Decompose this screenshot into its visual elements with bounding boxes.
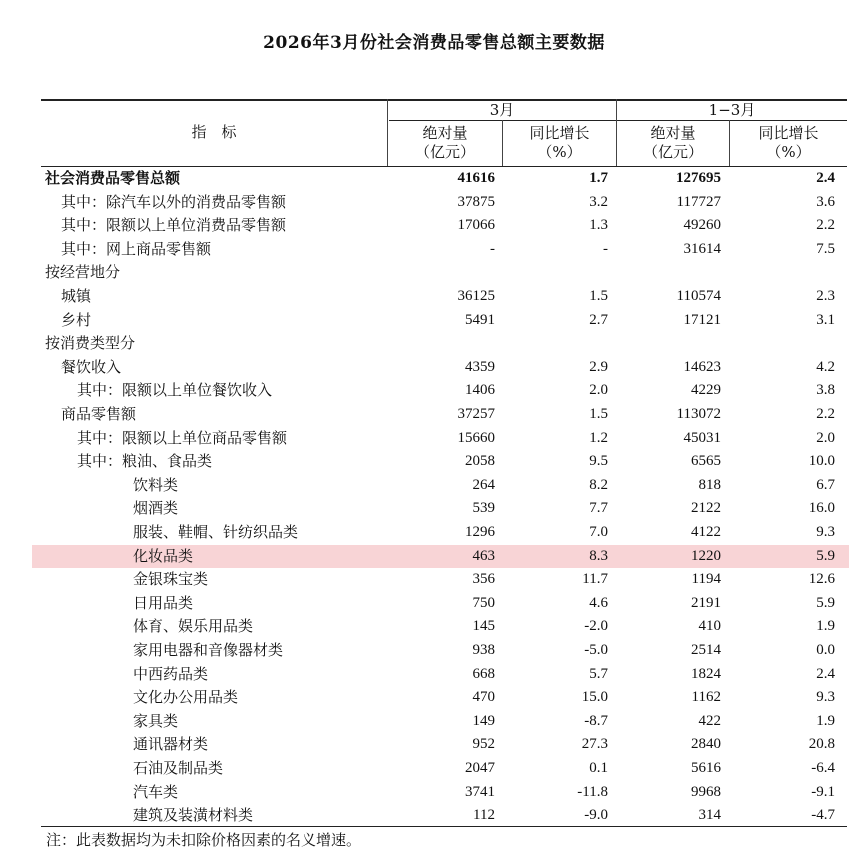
q1-yoy-cell: 9.3 xyxy=(816,524,835,540)
march-absolute-cell: 149 xyxy=(472,712,495,729)
table-row xyxy=(41,757,847,781)
q1-yoy-cell: 2.2 xyxy=(816,406,835,422)
table-row xyxy=(41,191,847,215)
row-label: 日用品类 xyxy=(133,593,194,612)
table-row xyxy=(41,474,847,498)
page-title: 2026年3月份社会消费品零售总额主要数据 xyxy=(263,33,605,53)
q1-yoy-cell: 3.6 xyxy=(816,193,835,210)
march-yoy-cell: 8.2 xyxy=(589,476,608,493)
q1-absolute-cell: 2514 xyxy=(691,642,721,658)
q1-absolute-cell: 31614 xyxy=(683,240,721,257)
q1-absolute-cell: 1194 xyxy=(691,571,721,588)
table-row xyxy=(41,733,847,757)
march-yoy-cell: 7.0 xyxy=(589,524,608,540)
table-row-highlighted xyxy=(32,545,849,569)
row-label: 服装、鞋帽、针纺织品类 xyxy=(133,523,299,541)
table-row xyxy=(41,238,847,262)
header-indicator: 指 标 xyxy=(191,123,237,141)
row-label: 其中：限额以上单位消费品零售额 xyxy=(61,216,287,235)
table-row xyxy=(41,167,847,191)
march-absolute-cell: 5491 xyxy=(465,311,495,328)
q1-yoy-cell: 1.9 xyxy=(816,712,835,729)
q1-yoy-cell: 7.5 xyxy=(816,240,835,257)
q1-yoy-cell: 1.9 xyxy=(816,618,835,635)
march-absolute-cell: 37257 xyxy=(457,406,495,422)
row-label: 社会消费品零售总额 xyxy=(45,169,181,187)
march-yoy-cell: 2.9 xyxy=(589,358,608,375)
row-label: 商品零售额 xyxy=(61,405,137,423)
table-row xyxy=(41,332,847,356)
q1-yoy-cell: 3.8 xyxy=(816,382,835,399)
march-yoy-cell: -8.7 xyxy=(584,712,608,729)
march-yoy-cell: 27.3 xyxy=(581,736,608,753)
q1-absolute-cell: 818 xyxy=(698,476,721,493)
header-abs-label: 绝对量 （亿元） xyxy=(642,124,703,161)
row-label: 饮料类 xyxy=(133,475,179,494)
table-row xyxy=(41,214,847,238)
table-row xyxy=(41,379,847,403)
table-row xyxy=(41,450,847,474)
q1-yoy-cell: 5.9 xyxy=(816,594,835,611)
q1-absolute-cell: 49260 xyxy=(683,217,721,234)
table-row xyxy=(41,592,847,616)
table-row xyxy=(41,615,847,639)
footnote: 注：此表数据均为未扣除价格因素的名义增速。 xyxy=(46,831,362,849)
march-yoy-cell: 1.7 xyxy=(589,170,608,186)
march-absolute-cell: 2047 xyxy=(465,760,495,776)
q1-yoy-cell: 3.1 xyxy=(816,311,835,328)
q1-yoy-cell: 12.6 xyxy=(808,571,835,588)
q1-absolute-cell: 1824 xyxy=(691,665,721,682)
period-divider-rule xyxy=(389,120,847,121)
row-label: 家用电器和音像器材类 xyxy=(133,641,284,659)
row-label: 家具类 xyxy=(133,711,179,730)
row-label: 其中：粮油、食品类 xyxy=(77,452,213,471)
table-row xyxy=(41,686,847,710)
row-label: 通讯器材类 xyxy=(133,735,209,754)
q1-yoy-cell: 6.7 xyxy=(816,476,835,493)
march-absolute-cell: 4359 xyxy=(465,358,495,375)
march-yoy-cell: 1.2 xyxy=(589,429,608,446)
q1-absolute-cell: 127695 xyxy=(676,170,721,186)
q1-yoy-cell: 10.0 xyxy=(808,453,835,470)
table-row xyxy=(41,427,847,451)
march-absolute-cell xyxy=(389,332,495,356)
q1-yoy-cell: 2.0 xyxy=(816,429,835,446)
row-label: 建筑及装潢材料类 xyxy=(133,806,254,825)
row-label: 按消费类型分 xyxy=(45,334,136,353)
march-yoy-cell: 0.1 xyxy=(589,760,608,776)
q1-absolute-cell: 410 xyxy=(698,618,721,635)
march-absolute-cell xyxy=(389,261,495,285)
q1-absolute-cell: 6565 xyxy=(691,453,721,470)
march-yoy-cell: -11.8 xyxy=(577,783,608,800)
march-yoy-cell: 2.7 xyxy=(589,311,608,328)
table-row xyxy=(41,521,847,545)
q1-absolute-cell: 2840 xyxy=(691,736,721,753)
q1-absolute-cell: 2191 xyxy=(691,594,721,611)
march-yoy-cell: 11.7 xyxy=(582,571,608,588)
q1-yoy-cell: 5.9 xyxy=(816,547,835,564)
header-period-q1: 1−3月 xyxy=(708,101,756,119)
row-label: 中西药品类 xyxy=(133,664,209,683)
march-yoy-cell: 9.5 xyxy=(589,453,608,470)
march-absolute-cell: 1296 xyxy=(465,524,495,540)
row-label: 石油及制品类 xyxy=(133,759,224,777)
table-row xyxy=(41,285,847,309)
row-label: 餐饮收入 xyxy=(61,357,122,376)
table-bottom-rule xyxy=(41,826,847,827)
row-label: 烟酒类 xyxy=(133,499,179,518)
row-label: 金银珠宝类 xyxy=(133,570,209,589)
march-absolute-cell: 539 xyxy=(472,500,495,517)
row-label: 其中：限额以上单位商品零售额 xyxy=(77,428,288,447)
table-row xyxy=(41,710,847,734)
march-absolute-cell: 750 xyxy=(472,594,495,611)
q1-absolute-cell: 314 xyxy=(698,807,721,824)
march-yoy-cell: 2.0 xyxy=(589,382,608,399)
march-yoy-cell xyxy=(505,261,608,285)
march-yoy-cell xyxy=(505,332,608,356)
march-absolute-cell: 1406 xyxy=(465,382,495,399)
table-row xyxy=(41,261,847,285)
march-absolute-cell: 112 xyxy=(473,807,495,824)
march-absolute-cell: 668 xyxy=(472,665,495,682)
march-yoy-cell: 1.3 xyxy=(589,217,608,234)
row-label: 其中：限额以上单位餐饮收入 xyxy=(77,381,273,400)
q1-yoy-cell: -4.7 xyxy=(811,807,835,824)
table-row xyxy=(41,639,847,663)
q1-yoy-cell: -9.1 xyxy=(811,783,835,800)
march-yoy-cell: 7.7 xyxy=(589,500,608,517)
q1-absolute-cell xyxy=(617,261,721,285)
march-absolute-cell: 356 xyxy=(472,571,495,588)
march-absolute-cell: - xyxy=(490,240,495,257)
march-yoy-cell: -5.0 xyxy=(584,642,608,658)
row-label: 化妆品类 xyxy=(133,546,194,565)
table-row xyxy=(41,781,847,805)
march-yoy-cell: 5.7 xyxy=(589,665,608,682)
row-label: 汽车类 xyxy=(133,782,179,801)
march-yoy-cell: 15.0 xyxy=(581,689,608,706)
q1-yoy-cell: 20.8 xyxy=(808,736,835,753)
q1-absolute-cell: 9968 xyxy=(691,783,721,800)
row-label: 其中：网上商品零售额 xyxy=(61,239,212,258)
march-absolute-cell: 15660 xyxy=(457,429,495,446)
table-row xyxy=(41,309,847,333)
header-period-march: 3月 xyxy=(489,101,515,119)
march-yoy-cell: 1.5 xyxy=(589,406,608,422)
q1-absolute-cell: 110574 xyxy=(676,288,721,304)
row-label: 按经营地分 xyxy=(45,263,121,282)
header-abs-label: 绝对量 （亿元） xyxy=(414,124,475,161)
march-absolute-cell: 37875 xyxy=(457,193,495,210)
table-row xyxy=(41,356,847,380)
row-label: 乡村 xyxy=(61,310,92,329)
march-absolute-cell: 17066 xyxy=(457,217,495,234)
row-label: 城镇 xyxy=(61,287,92,305)
march-yoy-cell: 1.5 xyxy=(589,288,608,304)
table-row xyxy=(41,568,847,592)
q1-yoy-cell: 4.2 xyxy=(816,358,835,375)
q1-yoy-cell: 9.3 xyxy=(816,689,835,706)
q1-absolute-cell: 113072 xyxy=(676,406,721,422)
q1-absolute-cell: 1162 xyxy=(691,689,721,706)
q1-absolute-cell xyxy=(617,332,721,356)
q1-yoy-cell: 2.3 xyxy=(816,288,835,304)
march-absolute-cell: 145 xyxy=(472,618,495,635)
march-absolute-cell: 463 xyxy=(472,547,495,564)
march-absolute-cell: 3741 xyxy=(465,783,495,800)
march-absolute-cell: 264 xyxy=(472,476,495,493)
march-absolute-cell: 41616 xyxy=(457,170,495,186)
march-yoy-cell: 8.3 xyxy=(589,547,608,564)
q1-absolute-cell: 4122 xyxy=(691,524,721,540)
q1-yoy-cell: 16.0 xyxy=(808,500,835,517)
q1-absolute-cell: 17121 xyxy=(683,311,721,328)
q1-yoy-cell xyxy=(734,261,835,285)
q1-absolute-cell: 5616 xyxy=(691,760,721,776)
march-absolute-cell: 2058 xyxy=(465,453,495,470)
q1-absolute-cell: 1220 xyxy=(691,547,721,564)
march-yoy-cell: 3.2 xyxy=(589,193,608,210)
q1-absolute-cell: 45031 xyxy=(683,429,721,446)
table-row xyxy=(41,804,847,828)
march-yoy-cell: -2.0 xyxy=(584,618,608,635)
q1-absolute-cell: 117727 xyxy=(676,193,721,210)
q1-yoy-cell xyxy=(734,332,835,356)
march-yoy-cell: - xyxy=(603,240,608,257)
march-absolute-cell: 470 xyxy=(472,689,495,706)
march-yoy-cell: 4.6 xyxy=(589,594,608,611)
march-absolute-cell: 938 xyxy=(472,642,495,658)
q1-absolute-cell: 14623 xyxy=(683,358,721,375)
table-row xyxy=(41,497,847,521)
table-row xyxy=(41,403,847,427)
q1-yoy-cell: 2.4 xyxy=(816,170,835,186)
header-yoy-label: 同比增长 （%） xyxy=(758,124,819,161)
q1-absolute-cell: 422 xyxy=(698,712,721,729)
march-absolute-cell: 36125 xyxy=(457,288,495,304)
row-label: 体育、娱乐用品类 xyxy=(133,617,254,636)
q1-yoy-cell: -6.4 xyxy=(811,760,835,776)
q1-absolute-cell: 2122 xyxy=(691,500,721,517)
row-label: 其中：除汽车以外的消费品零售额 xyxy=(61,192,287,211)
header-yoy-label: 同比增长 （%） xyxy=(529,124,590,161)
q1-absolute-cell: 4229 xyxy=(691,382,721,399)
q1-yoy-cell: 2.4 xyxy=(816,665,835,682)
q1-yoy-cell: 0.0 xyxy=(816,642,835,658)
row-label: 文化办公用品类 xyxy=(133,688,239,707)
march-yoy-cell: -9.0 xyxy=(584,807,608,824)
q1-yoy-cell: 2.2 xyxy=(816,217,835,234)
table-row xyxy=(41,663,847,687)
march-absolute-cell: 952 xyxy=(472,736,495,753)
